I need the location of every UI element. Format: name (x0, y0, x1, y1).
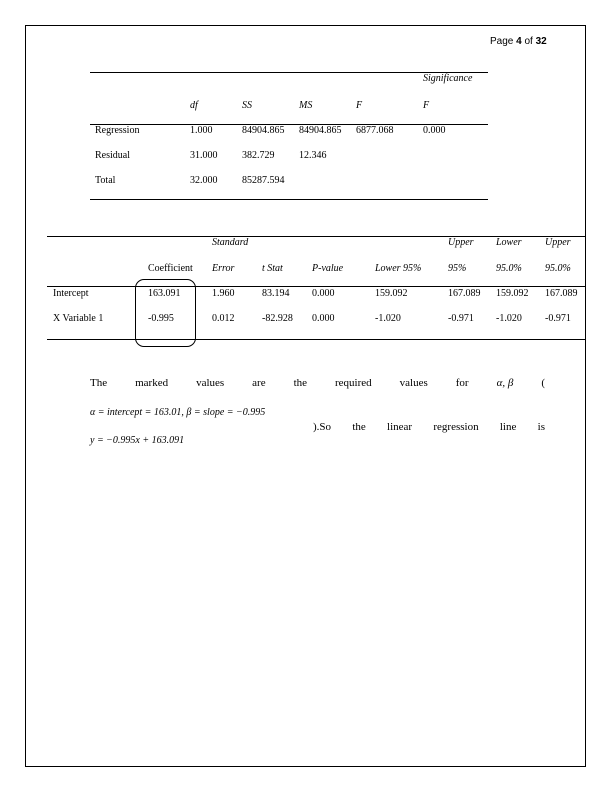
cell-upper95: -0.971 (448, 313, 474, 324)
cell-standard-error: 0.012 (212, 313, 235, 324)
coefficient-highlight-box (135, 279, 196, 347)
alpha-beta-math: α, β (496, 377, 514, 389)
cell-tstat: -82.928 (262, 313, 293, 324)
coef-header-lower95: Lower 95% (375, 263, 422, 274)
paragraph-line-1 (90, 376, 545, 390)
anova-header-f: F (356, 100, 363, 111)
page-label: Page (490, 36, 517, 47)
anova-header-ms: MS (299, 100, 313, 111)
word: ).So (313, 421, 332, 433)
cell-tstat: 83.194 (262, 288, 290, 299)
coef-header-pvalue: P-value (312, 263, 344, 274)
coef-header-rule (47, 286, 586, 287)
cell-pvalue: 0.000 (312, 313, 335, 324)
intercept-slope-math: α = intercept = 163.01, β = slope = −0.995 (90, 407, 266, 418)
word: The (90, 377, 108, 389)
cell-significance-f: 0.000 (423, 125, 446, 136)
cell-ms: 12.346 (299, 150, 327, 161)
cell-standard-error: 1.960 (212, 288, 235, 299)
coef-header-lower: Lower (496, 237, 522, 248)
word: the (352, 421, 366, 433)
anova-header-df: df (190, 100, 198, 111)
anova-bottom-rule (90, 199, 488, 200)
coef-header-upper950: 95.0% (545, 263, 571, 274)
row-label: Regression (95, 125, 140, 136)
cell-lower950: -1.020 (496, 313, 522, 324)
anova-header-ss: SS (242, 100, 252, 111)
row-label: Total (95, 175, 116, 186)
coef-header-tstat: t Stat (262, 263, 283, 274)
line-2-words (313, 420, 545, 434)
coef-header-error: Error (212, 263, 235, 274)
word: required (335, 377, 372, 389)
page-of-label: of (521, 36, 536, 47)
cell-f: 6877.068 (356, 125, 394, 136)
cell-lower950: 159.092 (496, 288, 529, 299)
cell-ss: 84904.865 (242, 125, 285, 136)
cell-upper950: 167.089 (545, 288, 578, 299)
cell-lower95: 159.092 (375, 288, 408, 299)
page-current: 4 (516, 36, 522, 47)
row-label: Residual (95, 150, 130, 161)
anova-header-significance-f: F (423, 100, 430, 111)
word: line (499, 421, 517, 433)
coef-header-upper: Upper (448, 237, 474, 248)
cell-coefficient: -0.995 (148, 313, 174, 324)
cell-coefficient: 163.091 (148, 288, 181, 299)
word: for (455, 377, 469, 389)
word: marked (135, 377, 169, 389)
cell-upper95: 167.089 (448, 288, 481, 299)
coef-header-upper95: 95% (448, 263, 467, 274)
coef-header-standard: Standard (212, 237, 249, 248)
paragraph-line-2 (90, 405, 545, 433)
row-label: X Variable 1 (53, 313, 104, 324)
cell-ss: 85287.594 (242, 175, 285, 186)
word: regression (433, 421, 479, 433)
page-total: 32 (535, 36, 547, 47)
row-label: Intercept (53, 288, 89, 299)
cell-df: 32.000 (190, 175, 218, 186)
cell-upper950: -0.971 (545, 313, 571, 324)
word: linear (387, 421, 413, 433)
cell-df: 1.000 (190, 125, 213, 136)
page-number (490, 36, 547, 47)
word: the (293, 377, 308, 389)
cell-ms: 84904.865 (299, 125, 342, 136)
cell-lower95: -1.020 (375, 313, 401, 324)
coef-bottom-rule (47, 339, 586, 340)
word: are (252, 377, 266, 389)
cell-df: 31.000 (190, 150, 218, 161)
coef-header-coefficient: Coefficient (148, 263, 193, 274)
anova-header-significance: Significance (423, 73, 473, 84)
cell-pvalue: 0.000 (312, 288, 335, 299)
word: is (537, 421, 545, 433)
word: values (196, 377, 225, 389)
coef-header-lower950: 95.0% (496, 263, 522, 274)
regression-equation: y = −0.995x + 163.091 (90, 435, 185, 446)
coef-header-upper-2: Upper (545, 237, 571, 248)
cell-ss: 382.729 (242, 150, 275, 161)
word: values (399, 377, 428, 389)
open-paren: ( (541, 377, 545, 389)
